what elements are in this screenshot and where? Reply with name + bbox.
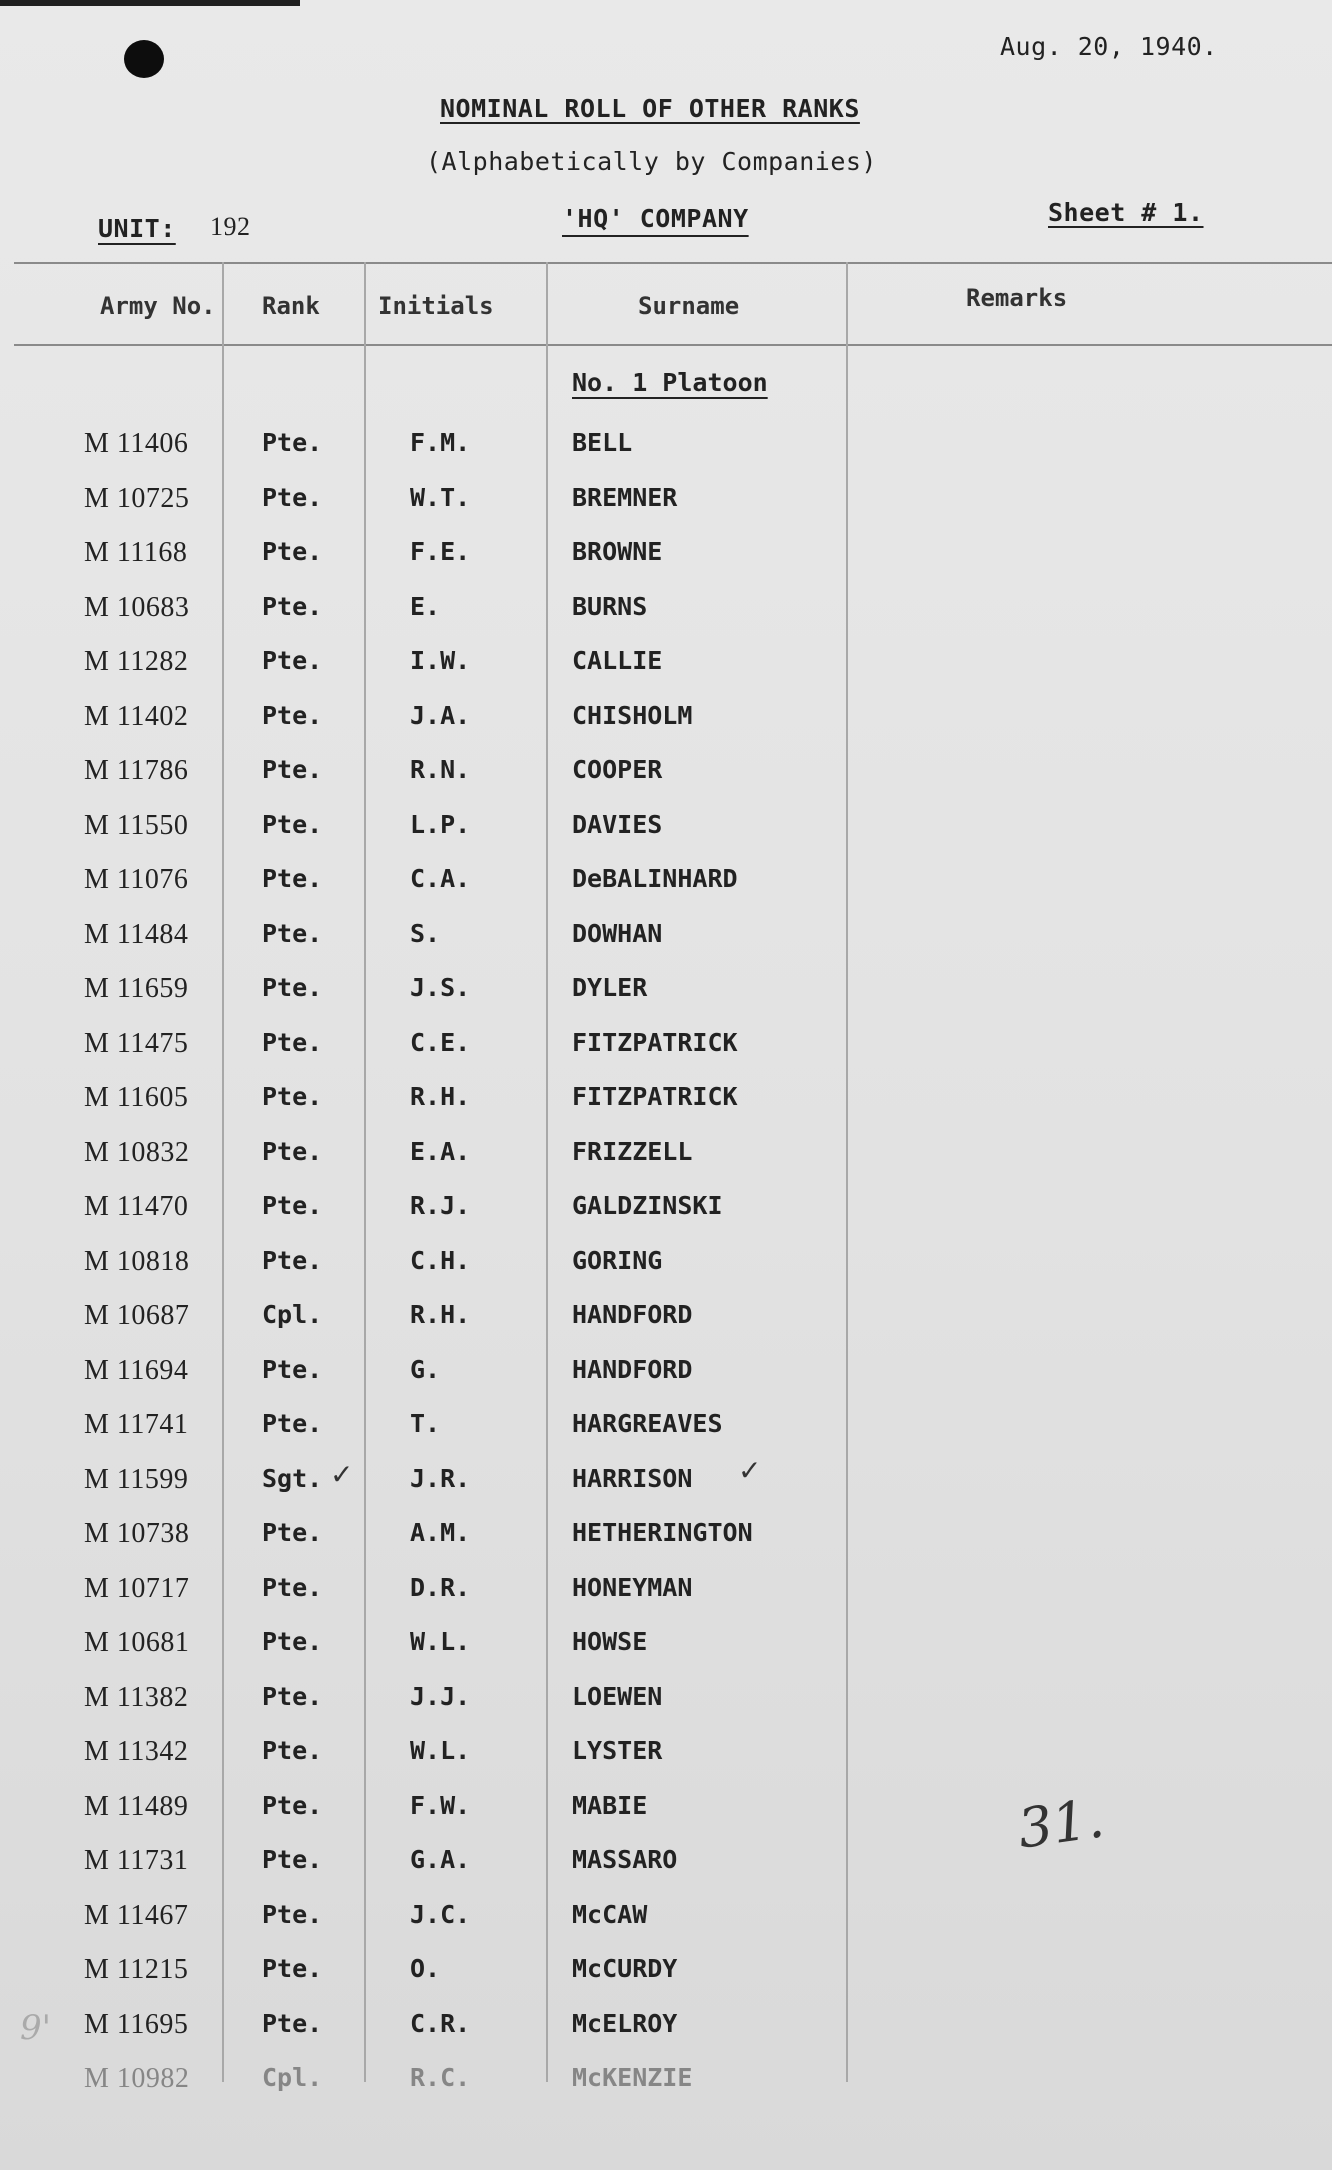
table-row xyxy=(0,1736,1332,1776)
table-row xyxy=(0,1627,1332,1667)
rank-cell: Pte. xyxy=(262,701,323,730)
table-row xyxy=(0,1573,1332,1613)
rank-cell: Pte. xyxy=(262,592,323,621)
table-row xyxy=(0,755,1332,795)
initials-cell: F.W. xyxy=(410,1791,471,1820)
initials-cell: R.H. xyxy=(410,1082,471,1111)
rank-cell: Pte. xyxy=(262,1518,323,1547)
surname-cell: BREMNER xyxy=(572,483,678,512)
surname-cell: McCAW xyxy=(572,1900,648,1929)
column-header-initials: Initials xyxy=(378,292,494,320)
army-number-cell: M 11695 xyxy=(84,2009,189,2040)
army-number-cell: M 11741 xyxy=(84,1409,189,1440)
surname-cell: HANDFORD xyxy=(572,1300,693,1329)
army-number-cell: M 10725 xyxy=(84,483,190,514)
rank-cell: Pte. xyxy=(262,919,323,948)
unit-label: UNIT: xyxy=(98,214,176,243)
army-number-cell: M 11402 xyxy=(84,701,189,732)
surname-cell: BROWNE xyxy=(572,537,663,566)
rank-cell: Pte. xyxy=(262,1573,323,1602)
initials-cell: R.N. xyxy=(410,755,471,784)
surname-cell: DYLER xyxy=(572,973,648,1002)
initials-cell: D.R. xyxy=(410,1573,471,1602)
initials-cell: J.R. xyxy=(410,1464,471,1493)
table-row xyxy=(0,919,1332,959)
initials-cell: J.C. xyxy=(410,1900,471,1929)
rank-cell: Cpl. xyxy=(262,1300,323,1329)
army-number-cell: M 10687 xyxy=(84,1300,190,1331)
table-row xyxy=(0,1082,1332,1122)
rank-cell: Pte. xyxy=(262,1137,323,1166)
army-number-cell: M 11215 xyxy=(84,1954,189,1985)
surname-cell: McCURDY xyxy=(572,1954,678,1983)
army-number-cell: M 10717 xyxy=(84,1573,190,1604)
army-number-cell: M 11470 xyxy=(84,1191,189,1222)
unit-value: 192 xyxy=(210,212,251,241)
initials-cell: F.M. xyxy=(410,428,471,457)
surname-cell: CHISHOLM xyxy=(572,701,693,730)
initials-cell: A.M. xyxy=(410,1518,471,1547)
surname-cell: HONEYMAN xyxy=(572,1573,693,1602)
initials-cell: E. xyxy=(410,592,441,621)
table-row xyxy=(0,1518,1332,1558)
table-row xyxy=(0,1191,1332,1231)
surname-cell: CALLIE xyxy=(572,646,663,675)
army-number-cell: M 10681 xyxy=(84,1627,190,1658)
initials-cell: C.E. xyxy=(410,1028,471,1057)
initials-cell: R.J. xyxy=(410,1191,471,1220)
initials-cell: L.P. xyxy=(410,810,471,839)
army-number-cell: M 10832 xyxy=(84,1137,190,1168)
table-row xyxy=(0,1028,1332,1068)
handwritten-count: 31. xyxy=(1014,1786,1108,1861)
table-row xyxy=(0,1409,1332,1449)
army-number-cell: M 11382 xyxy=(84,1682,189,1713)
column-header-rank: Rank xyxy=(262,292,320,320)
surname-cell: BELL xyxy=(572,428,633,457)
army-number-cell: M 11605 xyxy=(84,1082,189,1113)
table-row xyxy=(0,1300,1332,1340)
surname-cell: McELROY xyxy=(572,2009,678,2038)
initials-cell: J.S. xyxy=(410,973,471,1002)
army-number-cell: M 11467 xyxy=(84,1900,189,1931)
surname-cell: COOPER xyxy=(572,755,663,784)
rank-cell: Pte. xyxy=(262,1954,323,1983)
surname-cell: HARGREAVES xyxy=(572,1409,723,1438)
rank-cell: Pte. xyxy=(262,1355,323,1384)
army-number-cell: M 11694 xyxy=(84,1355,189,1386)
initials-cell: R.C. xyxy=(410,2063,471,2092)
initials-cell: W.L. xyxy=(410,1736,471,1765)
initials-cell: I.W. xyxy=(410,646,471,675)
army-number-cell: M 11599 xyxy=(84,1464,189,1495)
surname-cell: MASSARO xyxy=(572,1845,678,1874)
document-title: NOMINAL ROLL OF OTHER RANKS xyxy=(440,94,860,123)
surname-cell: DOWHAN xyxy=(572,919,663,948)
document-subtitle: (Alphabetically by Companies) xyxy=(426,147,877,176)
column-header-army-no: Army No. xyxy=(100,292,216,320)
table-row xyxy=(0,701,1332,741)
rank-cell: Pte. xyxy=(262,646,323,675)
initials-cell: C.H. xyxy=(410,1246,471,1275)
table-row xyxy=(0,864,1332,904)
rank-cell: Pte. xyxy=(262,1845,323,1874)
rank-cell: Pte. xyxy=(262,1191,323,1220)
table-row xyxy=(0,1355,1332,1395)
army-number-cell: M 10683 xyxy=(84,592,190,623)
initials-cell: W.T. xyxy=(410,483,471,512)
surname-cell: DAVIES xyxy=(572,810,663,839)
initials-cell: O. xyxy=(410,1954,441,1983)
rank-cell: Pte. xyxy=(262,864,323,893)
initials-cell: R.H. xyxy=(410,1300,471,1329)
initials-cell: F.E. xyxy=(410,537,471,566)
surname-cell: DeBALINHARD xyxy=(572,864,738,893)
table-row xyxy=(0,428,1332,468)
table-row xyxy=(0,973,1332,1013)
check-mark-icon: ✓ xyxy=(330,1458,354,1491)
rank-cell: Pte. xyxy=(262,1736,323,1765)
initials-cell: W.L. xyxy=(410,1627,471,1656)
army-number-cell: M 10818 xyxy=(84,1246,190,1277)
rank-cell: Pte. xyxy=(262,1409,323,1438)
army-number-cell: M 11786 xyxy=(84,755,189,786)
rank-cell: Pte. xyxy=(262,428,323,457)
rank-cell: Sgt. xyxy=(262,1464,323,1493)
initials-cell: G.A. xyxy=(410,1845,471,1874)
rank-cell: Pte. xyxy=(262,1246,323,1275)
table-row xyxy=(0,1682,1332,1722)
surname-cell: McKENZIE xyxy=(572,2063,693,2092)
rank-cell: Pte. xyxy=(262,1082,323,1111)
army-number-cell: M 11489 xyxy=(84,1791,189,1822)
rank-cell: Pte. xyxy=(262,1682,323,1711)
rank-cell: Pte. xyxy=(262,537,323,566)
table-row xyxy=(0,483,1332,523)
surname-cell: LOEWEN xyxy=(572,1682,663,1711)
surname-cell: BURNS xyxy=(572,592,648,621)
table-row xyxy=(0,1954,1332,1994)
sheet-number: Sheet # 1. xyxy=(1048,198,1204,227)
table-row xyxy=(0,592,1332,632)
surname-cell: MABIE xyxy=(572,1791,648,1820)
surname-cell: GORING xyxy=(572,1246,663,1275)
surname-cell: HOWSE xyxy=(572,1627,648,1656)
rank-cell: Pte. xyxy=(262,810,323,839)
rank-cell: Cpl. xyxy=(262,2063,323,2092)
initials-cell: S. xyxy=(410,919,441,948)
army-number-cell: M 11342 xyxy=(84,1736,189,1767)
rank-cell: Pte. xyxy=(262,1791,323,1820)
initials-cell: C.A. xyxy=(410,864,471,893)
table-row xyxy=(0,810,1332,850)
column-header-remarks: Remarks xyxy=(966,284,1068,312)
table-row xyxy=(0,1454,1332,1504)
check-mark-icon: ✓ xyxy=(738,1454,762,1487)
army-number-cell: M 11076 xyxy=(84,864,189,895)
rank-cell: Pte. xyxy=(262,483,323,512)
document-date: Aug. 20, 1940. xyxy=(1000,32,1218,61)
army-number-cell: M 10982 xyxy=(84,2063,190,2094)
rank-cell: Pte. xyxy=(262,2009,323,2038)
army-number-cell: M 11484 xyxy=(84,919,189,950)
initials-cell: J.A. xyxy=(410,701,471,730)
surname-cell: HETHERINGTON xyxy=(572,1518,753,1547)
company-name: 'HQ' COMPANY xyxy=(562,204,749,233)
army-number-cell: M 10738 xyxy=(84,1518,190,1549)
army-number-cell: M 11168 xyxy=(84,537,188,568)
table-row xyxy=(0,646,1332,686)
column-header-surname: Surname xyxy=(638,292,740,320)
table-row xyxy=(0,1845,1332,1885)
rank-cell: Pte. xyxy=(262,755,323,784)
rank-cell: Pte. xyxy=(262,973,323,1002)
initials-cell: J.J. xyxy=(410,1682,471,1711)
initials-cell: C.R. xyxy=(410,2009,471,2038)
surname-cell: LYSTER xyxy=(572,1736,663,1765)
surname-cell: FITZPATRICK xyxy=(572,1082,738,1111)
surname-cell: HANDFORD xyxy=(572,1355,693,1384)
initials-cell: E.A. xyxy=(410,1137,471,1166)
table-row xyxy=(0,2063,1332,2103)
surname-cell: HARRISON xyxy=(572,1464,693,1493)
rank-cell: Pte. xyxy=(262,1627,323,1656)
army-number-cell: M 11659 xyxy=(84,973,189,1004)
rank-cell: Pte. xyxy=(262,1900,323,1929)
army-number-cell: M 11406 xyxy=(84,428,189,459)
surname-cell: FITZPATRICK xyxy=(572,1028,738,1057)
table-row xyxy=(0,1137,1332,1177)
table-row xyxy=(0,1246,1332,1286)
margin-pencil-mark: 9' xyxy=(20,2008,51,2048)
army-number-cell: M 11731 xyxy=(84,1845,189,1876)
table-row xyxy=(0,1900,1332,1940)
army-number-cell: M 11475 xyxy=(84,1028,189,1059)
initials-cell: T. xyxy=(410,1409,441,1438)
table-row xyxy=(0,2009,1332,2049)
rank-cell: Pte. xyxy=(262,1028,323,1057)
platoon-heading: No. 1 Platoon xyxy=(572,368,768,397)
army-number-cell: M 11550 xyxy=(84,810,189,841)
army-number-cell: M 11282 xyxy=(84,646,189,677)
table-row xyxy=(0,537,1332,577)
surname-cell: FRIZZELL xyxy=(572,1137,693,1166)
initials-cell: G. xyxy=(410,1355,441,1384)
table-row xyxy=(0,1791,1332,1831)
surname-cell: GALDZINSKI xyxy=(572,1191,723,1220)
